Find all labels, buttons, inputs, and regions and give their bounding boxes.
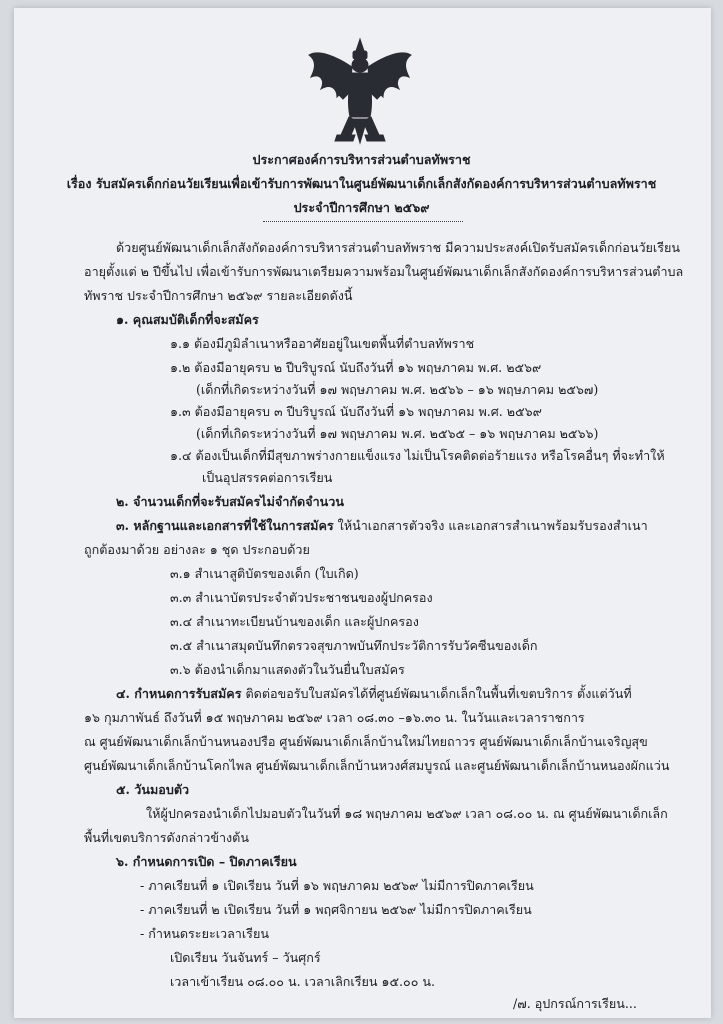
section6-line: - ภาคเรียนที่ ๒ เปิดเรียน วันที่ ๑ พฤศจิกายน ๒๕๖๙ ไม่มีการปิดภาคเรียน	[140, 902, 532, 917]
section1-item-cont: เป็นอุปสรรคต่อการเรียน	[202, 470, 333, 485]
section3-item: ๓.๓ สำเนาบัตรประจำตัวประชาชนของผู้ปกครอง	[170, 590, 433, 605]
section5-line: พื้นที่เขตบริการดังกล่าวข้างต้น	[84, 830, 249, 845]
continued-note: /๗. อุปกรณ์การเรียน...	[513, 996, 637, 1011]
section5-line: ให้ผู้ปกครองนำเด็กไปมอบตัวในวันที่ ๑๘ พฤษภาคม ๒๕๖๙ เวลา ๐๘.๐๐ น. ณ ศูนย์พัฒนาเด็กเล็ก	[146, 806, 668, 821]
section4-text: ติดต่อขอรับใบสมัครได้ที่ศูนย์พัฒนาเด็กเล็กในพื้นที่เขตบริการ ตั้งแต่วันที่	[241, 686, 632, 701]
section1-item: ๑.๑ ต้องมีภูมิลำเนาหรืออาศัยอยู่ในเขตพื้นที่ตำบลทัพราช	[170, 336, 475, 351]
garuda-emblem-icon	[307, 35, 413, 147]
section6-line: - กำหนดระยะเวลาเรียน	[140, 926, 269, 941]
section1-item: ๑.๒ ต้องมีอายุครบ ๒ ปีบริบูรณ์ นับถึงวันที่ ๑๖ พฤษภาคม พ.ศ. ๒๕๖๙	[170, 360, 542, 375]
section4-line: ๑๖ กุมภาพันธ์ ถึงวันที่ ๑๕ พฤษภาคม ๒๕๖๙ เวลา ๐๘.๓๐ –๑๖.๓๐ น. ในวันและเวลาราชการ	[84, 710, 585, 725]
section6-line: เวลาเข้าเรียน ๐๘.๐๐ น. เวลาเลิกเรียน ๑๕.๐๐ น.	[170, 974, 435, 989]
section4-line-1	[116, 686, 632, 702]
section1-item: ๑.๓ ต้องมีอายุครบ ๓ ปีบริบูรณ์ นับถึงวันที่ ๑๖ พฤษภาคม พ.ศ. ๒๕๖๙	[170, 404, 542, 419]
announcement-subject: เรื่อง รับสมัครเด็กก่อนวัยเรียนเพื่อเข้ารับการพัฒนาในศูนย์พัฒนาเด็กเล็กสังกัดองค์การบริหารส่วนตำบลทัพราช	[66, 176, 657, 191]
section1-note: (เด็กที่เกิดระหว่างวันที่ ๑๗ พฤษภาคม พ.ศ. ๒๕๖๖ – ๑๖ พฤษภาคม ๒๕๖๗)	[196, 382, 599, 397]
section6-line: เปิดเรียน วันจันทร์ – วันศุกร์	[170, 950, 321, 965]
dotted-separator	[263, 221, 463, 222]
section3-item: ๓.๑ สำเนาสูติบัตรของเด็ก (ใบเกิด)	[170, 566, 359, 581]
intro-line-1: ด้วยศูนย์พัฒนาเด็กเล็กสังกัดองค์การบริหารส่วนตำบลทัพราช มีความประสงค์เปิดรับสมัครเด็กก่อนวัยเรียน	[116, 240, 680, 255]
section3-item: ๓.๔ สำเนาทะเบียนบ้านของเด็ก และผู้ปกครอง	[170, 614, 419, 629]
section3-heading: ๓. หลักฐานและเอกสารที่ใช้ในการสมัคร	[116, 518, 334, 533]
section3-item: ๓.๖ ต้องนำเด็กมาแสดงตัวในวันยื่นใบสมัคร	[170, 662, 405, 677]
section6-heading: ๖. กำหนดการเปิด – ปิดภาคเรียน	[116, 854, 297, 869]
section1-heading: ๑. คุณสมบัติเด็กที่จะสมัคร	[116, 312, 259, 327]
section3-line-2: ถูกต้องมาด้วย อย่างละ ๑ ชุด ประกอบด้วย	[84, 542, 310, 557]
section5-heading: ๕. วันมอบตัว	[116, 782, 190, 797]
section4-line: ณ ศูนย์พัฒนาเด็กเล็กบ้านหนองปรือ ศูนย์พัฒนาเด็กเล็กบ้านใหม่ไทยถาวร ศูนย์พัฒนาเด็กเล็กบ้านเจริญสุข	[84, 734, 648, 749]
section4-line: ศูนย์พัฒนาเด็กเล็กบ้านโคกไพล ศูนย์พัฒนาเด็กเล็กบ้านหวงศ์สมบูรณ์ และศูนย์พัฒนาเด็กเล็กบ้านหนองผักแว่น	[84, 758, 670, 773]
section3-item: ๓.๕ สำเนาสมุดบันทึกตรวจสุขภาพบันทึกประวัติการรับวัคซีนของเด็ก	[170, 638, 538, 653]
intro-line-2: อายุตั้งแต่ ๒ ปีขึ้นไป เพื่อเข้ารับการพัฒนาเตรียมความพร้อมในศูนย์พัฒนาเด็กเล็กสังกัดองค์การบริหารส่วนตำบล	[84, 264, 684, 279]
section1-note: (เด็กที่เกิดระหว่างวันที่ ๑๗ พฤษภาคม พ.ศ. ๒๕๖๕ – ๑๖ พฤษภาคม ๒๕๖๖)	[196, 426, 599, 441]
announcement-title: ประกาศองค์การบริหารส่วนตำบลทัพราช	[252, 152, 471, 167]
section3-text: ให้นำเอกสารตัวจริง และเอกสารสำเนาพร้อมรับรองสำเนา	[333, 518, 648, 533]
section3-line-1	[116, 518, 648, 534]
academic-year: ประจำปีการศึกษา ๒๕๖๙	[293, 200, 430, 215]
section1-item: ๑.๔ ต้องเป็นเด็กที่มีสุขภาพร่างกายแข็งแรง ไม่เป็นโรคติดต่อร้ายแรง หรือโรคอื่นๆ ที่จะทำให้	[170, 448, 665, 463]
intro-line-3: ทัพราช ประจำปีการศึกษา ๒๕๖๙ รายละเอียดดังนี้	[84, 288, 353, 303]
section2-heading: ๒. จำนวนเด็กที่จะรับสมัครไม่จำกัดจำนวน	[116, 494, 344, 509]
section6-line: - ภาคเรียนที่ ๑ เปิดเรียน วันที่ ๑๖ พฤษภาคม ๒๕๖๙ ไม่มีการปิดภาคเรียน	[140, 878, 534, 893]
section4-heading: ๔. กำหนดการรับสมัคร	[116, 686, 242, 701]
